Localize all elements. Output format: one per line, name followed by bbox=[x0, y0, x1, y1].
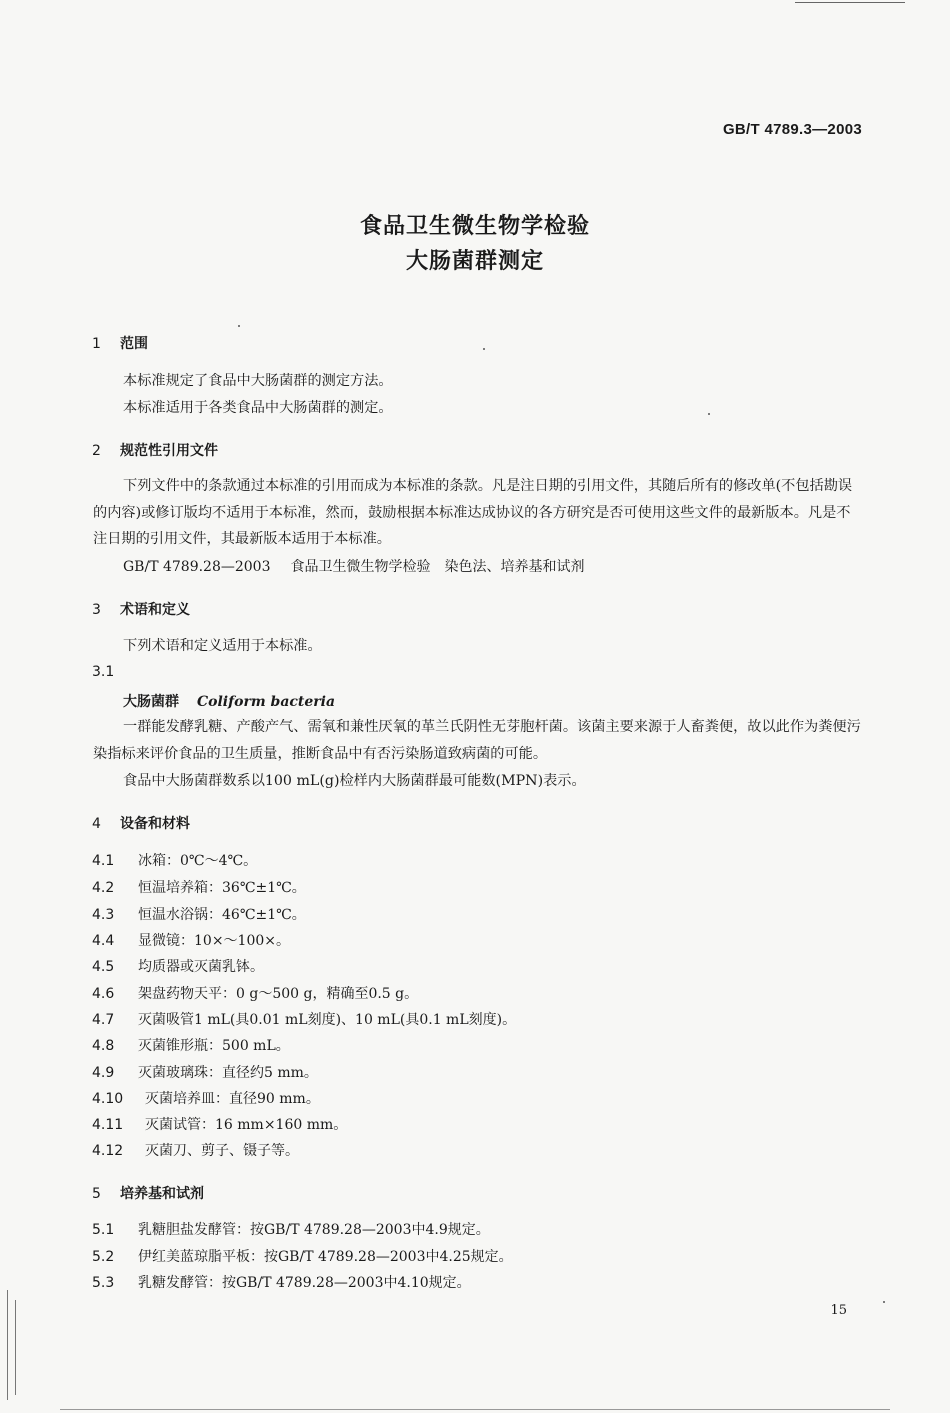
page-number: 15 bbox=[830, 1303, 847, 1318]
item-number: 4.4 bbox=[92, 933, 115, 949]
item-text: 灭菌培养皿：直径90 mm。 bbox=[145, 1091, 320, 1107]
section-number: 2 bbox=[92, 443, 101, 459]
scope-paragraph: 本标准适用于各类食品中大肠菌群的测定。 bbox=[123, 400, 393, 416]
clause-number-text: 3.1 bbox=[92, 664, 115, 680]
item-text: 显微镜：10×～100×。 bbox=[138, 933, 290, 949]
term-definition: 一群能发酵乳糖、产酸产气、需氧和兼性厌氧的革兰氏阴性无芽胞杆菌。该菌主要来源于人畜粪便，故以此作为粪便污染指标来评价食品的卫生质量，推断食品中有否污染肠道致病菌的可能。 bbox=[93, 719, 861, 762]
equipment-item bbox=[92, 1088, 320, 1108]
reference-entry bbox=[123, 556, 585, 576]
terms-intro: 下列术语和定义适用于本标准。 bbox=[123, 638, 322, 654]
item-text: 架盘药物天平：0 g～500 g，精确至0.5 g。 bbox=[138, 986, 419, 1002]
section-title: 规范性引用文件 bbox=[120, 443, 218, 459]
term-chinese: 大肠菌群 bbox=[123, 694, 179, 710]
section-heading-media bbox=[92, 1183, 204, 1203]
item-number: 4.6 bbox=[92, 986, 115, 1002]
section-number: 4 bbox=[92, 816, 101, 832]
item-text: 灭菌吸管1 mL(具0.01 mL刻度)、10 mL(具0.1 mL刻度)。 bbox=[138, 1012, 517, 1028]
section-heading-terms bbox=[92, 599, 190, 619]
standard-code: GB/T 4789.3—2003 bbox=[722, 121, 862, 138]
equipment-item bbox=[92, 1140, 299, 1160]
equipment-item bbox=[92, 877, 306, 897]
item-number: 4.8 bbox=[92, 1038, 115, 1054]
item-number: 4.1 bbox=[92, 853, 115, 869]
scope-paragraph: 本标准规定了食品中大肠菌群的测定方法。 bbox=[123, 373, 393, 389]
section-title: 培养基和试剂 bbox=[120, 1186, 204, 1202]
scan-edge-line bbox=[7, 1290, 8, 1400]
item-number: 5.1 bbox=[92, 1222, 115, 1238]
section-title: 设备和材料 bbox=[120, 816, 190, 832]
scan-edge-line bbox=[15, 1300, 16, 1395]
section-number: 3 bbox=[92, 602, 101, 618]
item-text: 恒温水浴锅：46℃±1℃。 bbox=[138, 907, 306, 923]
media-item bbox=[92, 1219, 490, 1239]
item-text: 灭菌玻璃珠：直径约5 mm。 bbox=[138, 1065, 318, 1081]
term-english: Coliform bacteria bbox=[197, 694, 336, 710]
item-text: 冰箱：0℃～4℃。 bbox=[138, 853, 258, 869]
reference-code: GB/T 4789.28—2003 bbox=[123, 559, 271, 575]
item-text: 乳糖胆盐发酵管：按GB/T 4789.28—2003中4.9规定。 bbox=[138, 1222, 490, 1238]
equipment-item bbox=[92, 1035, 290, 1055]
section-heading-references bbox=[92, 440, 218, 460]
item-number: 4.2 bbox=[92, 880, 115, 896]
document-title: 食品卫生微生物学检验 bbox=[359, 214, 590, 239]
clause-number bbox=[92, 664, 138, 680]
item-text: 灭菌锥形瓶：500 mL。 bbox=[138, 1038, 290, 1054]
item-number: 4.9 bbox=[92, 1065, 115, 1081]
section-heading-scope bbox=[92, 333, 148, 353]
item-text: 灭菌试管：16 mm×160 mm。 bbox=[145, 1117, 348, 1133]
equipment-item bbox=[92, 930, 290, 950]
item-number: 4.10 bbox=[92, 1091, 124, 1107]
item-number: 4.5 bbox=[92, 959, 115, 975]
item-number: 5.3 bbox=[92, 1275, 115, 1291]
media-item bbox=[92, 1272, 471, 1292]
section-number: 1 bbox=[92, 336, 101, 352]
document-subtitle: 大肠菌群测定 bbox=[405, 249, 544, 274]
section-title: 范围 bbox=[120, 336, 148, 352]
scan-speck bbox=[883, 1301, 885, 1303]
equipment-item bbox=[92, 904, 306, 924]
references-paragraph: 下列文件中的条款通过本标准的引用而成为本标准的条款。凡是注日期的引用文件，其随后所有的修改单(不包括勘误的内容)或修订版均不适用于本标准，然而，鼓励根据本标准达成协议的各方研究是否可使用这些文件的最新版本。凡是不注日期的引用文件，其最新版本适用于本标准。 bbox=[93, 478, 853, 547]
term-entry bbox=[123, 691, 335, 711]
item-text: 恒温培养箱：36℃±1℃。 bbox=[138, 880, 306, 896]
scan-speck bbox=[483, 348, 485, 350]
equipment-item bbox=[92, 1062, 318, 1082]
equipment-item bbox=[92, 1009, 516, 1029]
equipment-item bbox=[92, 983, 418, 1003]
item-number: 4.11 bbox=[92, 1117, 124, 1133]
item-number: 4.12 bbox=[92, 1143, 124, 1159]
reference-title: 食品卫生微生物学检验 染色法、培养基和试剂 bbox=[290, 559, 585, 575]
equipment-item bbox=[92, 850, 257, 870]
equipment-item bbox=[92, 1114, 347, 1134]
item-text: 均质器或灭菌乳钵。 bbox=[138, 959, 264, 975]
item-text: 乳糖发酵管：按GB/T 4789.28—2003中4.10规定。 bbox=[138, 1275, 471, 1291]
section-title: 术语和定义 bbox=[120, 602, 190, 618]
item-text: 伊红美蓝琼脂平板：按GB/T 4789.28—2003中4.25规定。 bbox=[138, 1249, 513, 1265]
item-number: 4.7 bbox=[92, 1012, 115, 1028]
scan-bottom-line bbox=[60, 1409, 890, 1410]
item-number: 5.2 bbox=[92, 1249, 115, 1265]
scan-speck bbox=[238, 325, 240, 327]
scan-edge-line bbox=[795, 2, 905, 3]
term-note: 食品中大肠菌群数系以100 mL(g)检样内大肠菌群最可能数(MPN)表示。 bbox=[123, 773, 586, 789]
equipment-item bbox=[92, 956, 264, 976]
item-number: 4.3 bbox=[92, 907, 115, 923]
section-heading-equipment bbox=[92, 813, 190, 833]
media-item bbox=[92, 1246, 513, 1266]
item-text: 灭菌刀、剪子、镊子等。 bbox=[145, 1143, 299, 1159]
section-number: 5 bbox=[92, 1186, 101, 1202]
